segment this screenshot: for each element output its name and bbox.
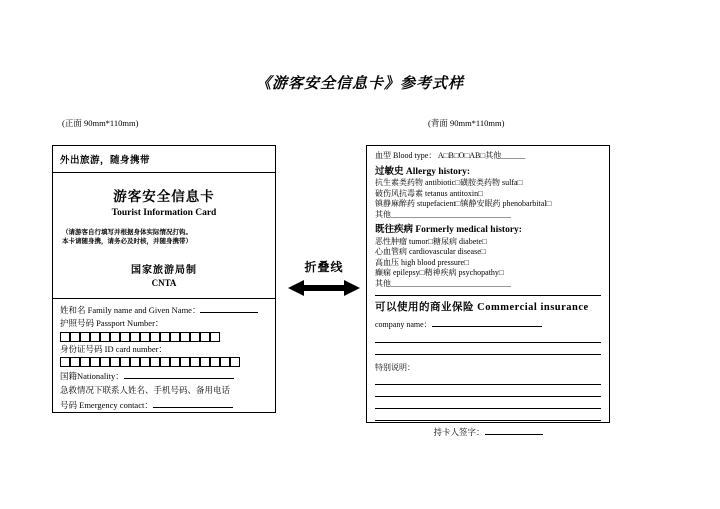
front-card-title-cn: 游客安全信息卡 xyxy=(113,189,215,204)
back-card-content xyxy=(375,151,601,439)
char-box[interactable] xyxy=(80,332,90,342)
front-card-fields xyxy=(60,303,268,412)
field-emergency-input[interactable] xyxy=(153,398,233,408)
char-box[interactable] xyxy=(120,357,130,367)
char-box[interactable] xyxy=(100,357,110,367)
blank-line[interactable] xyxy=(375,397,601,409)
front-card-note-line2: 本卡请随身携，请务必及时核，并随身携带） xyxy=(62,238,192,246)
field-id-card-label: 身份证号码 ID card number： xyxy=(60,343,167,354)
insurance-blank-lines[interactable] xyxy=(375,331,601,355)
insurance-heading: 可以使用的商业保险 Commercial insurance xyxy=(375,301,589,313)
medical-history-item[interactable]: 其他______________________________ xyxy=(375,278,511,288)
char-box[interactable] xyxy=(140,332,150,342)
front-section-divider xyxy=(53,298,275,299)
fold-line-marker xyxy=(288,258,360,297)
char-box[interactable] xyxy=(140,357,150,367)
allergy-item[interactable]: 其他______________________________ xyxy=(375,209,511,219)
front-card xyxy=(52,145,276,413)
field-name xyxy=(60,303,268,316)
char-box[interactable] xyxy=(210,357,220,367)
special-note-label: 特别说明： xyxy=(375,362,415,372)
back-card xyxy=(366,145,610,438)
insurance-company-label: company name： xyxy=(375,320,432,330)
insurance-company-input[interactable] xyxy=(432,317,542,327)
medical-history-item[interactable]: 心血管病 cardiovascular disease□ xyxy=(375,247,486,257)
special-note-lines[interactable] xyxy=(375,373,601,421)
field-nationality-label: 国籍Nationality： xyxy=(60,371,124,382)
char-box[interactable] xyxy=(230,357,240,367)
blank-line[interactable] xyxy=(375,385,601,397)
char-box[interactable] xyxy=(90,332,100,342)
char-box[interactable] xyxy=(160,332,170,342)
field-nationality xyxy=(60,369,268,382)
front-card-title-en: Tourist Information Card xyxy=(111,208,217,218)
medical-history-item[interactable]: 癫痫 epilepsy□精神疾病 psychopathy□ xyxy=(375,268,504,278)
signature-field xyxy=(375,425,601,438)
fold-line-label: 折叠线 xyxy=(304,260,344,274)
char-box[interactable] xyxy=(190,357,200,367)
char-box[interactable] xyxy=(110,357,120,367)
allergy-item[interactable]: 镇静麻醉药 stupefacient□镇静安眠药 phenobarbital□ xyxy=(375,199,552,209)
field-id-card-boxes[interactable] xyxy=(60,357,268,367)
char-box[interactable] xyxy=(150,332,160,342)
char-box[interactable] xyxy=(60,357,70,367)
issuing-org-cn: 国家旅游局制 xyxy=(131,264,197,276)
medical-history-heading: 既往疾病 Formerly medical history: xyxy=(375,225,522,236)
signature-input[interactable] xyxy=(485,425,543,435)
char-box[interactable] xyxy=(170,357,180,367)
blank-line[interactable] xyxy=(375,373,601,385)
char-box[interactable] xyxy=(120,332,130,342)
front-card-note-line1: （请游客自行填写并根据身体实际情况打钩。 xyxy=(62,229,192,236)
allergy-item[interactable]: 抗生素类药物 antibiotic□磺胺类药物 sulfa□ xyxy=(375,178,523,188)
allergy-item[interactable]: 破伤风抗毒素 tetanus antitoxin□ xyxy=(375,188,483,198)
char-box[interactable] xyxy=(110,332,120,342)
medical-history-item[interactable]: 高血压 high blood pressure□ xyxy=(375,257,469,267)
issuing-org-en: CNTA xyxy=(151,277,177,288)
blank-line[interactable] xyxy=(375,331,601,343)
field-nationality-input[interactable] xyxy=(124,369,234,379)
allergy-heading: 过敏史 Allergy history: xyxy=(375,166,470,177)
char-box[interactable] xyxy=(150,357,160,367)
char-box[interactable] xyxy=(190,332,200,342)
insurance-company-field xyxy=(375,317,601,331)
field-emergency-text: 急救情况下联系人姓名、手机号码、备用电话 xyxy=(60,384,231,395)
field-passport-label: 护照号码 Passport Number： xyxy=(60,318,164,329)
char-box[interactable] xyxy=(170,332,180,342)
char-box[interactable] xyxy=(70,332,80,342)
field-name-input[interactable] xyxy=(200,303,258,313)
char-box[interactable] xyxy=(60,332,70,342)
char-box[interactable] xyxy=(70,357,80,367)
field-emergency-contact xyxy=(60,398,268,411)
char-box[interactable] xyxy=(220,357,230,367)
medical-history-item[interactable]: 恶性肿瘤 tumor□糖尿病 diabete□ xyxy=(375,236,487,246)
char-box[interactable] xyxy=(90,357,100,367)
front-caption: (正面 90mm*110mm) xyxy=(62,118,139,128)
double-arrow-icon xyxy=(288,279,360,297)
field-emergency-label: 号码 Emergency contact： xyxy=(60,400,153,411)
char-box[interactable] xyxy=(210,332,220,342)
char-box[interactable] xyxy=(200,357,210,367)
char-box[interactable] xyxy=(130,332,140,342)
char-box[interactable] xyxy=(100,332,110,342)
blank-line[interactable] xyxy=(375,409,601,421)
field-passport-boxes[interactable] xyxy=(60,332,268,342)
front-header-divider xyxy=(53,172,275,173)
char-box[interactable] xyxy=(160,357,170,367)
signature-label: 持卡人签字： xyxy=(433,427,485,438)
front-card-note xyxy=(62,228,266,247)
char-box[interactable] xyxy=(80,357,90,367)
char-box[interactable] xyxy=(200,332,210,342)
blank-line[interactable] xyxy=(375,343,601,355)
page-title: 《游客安全信息卡》参考式样 xyxy=(255,76,464,92)
char-box[interactable] xyxy=(180,357,190,367)
back-caption: (背面 90mm*110mm) xyxy=(428,118,505,128)
char-box[interactable] xyxy=(180,332,190,342)
field-name-label: 姓和名 Family name and Given Name： xyxy=(60,304,201,315)
back-section-divider xyxy=(375,295,601,296)
char-box[interactable] xyxy=(130,357,140,367)
blood-type-line[interactable]: 血型 Blood type： A□B□O□AB□其他______ xyxy=(375,151,526,160)
front-card-header: 外出旅游，随身携带 xyxy=(60,156,151,166)
